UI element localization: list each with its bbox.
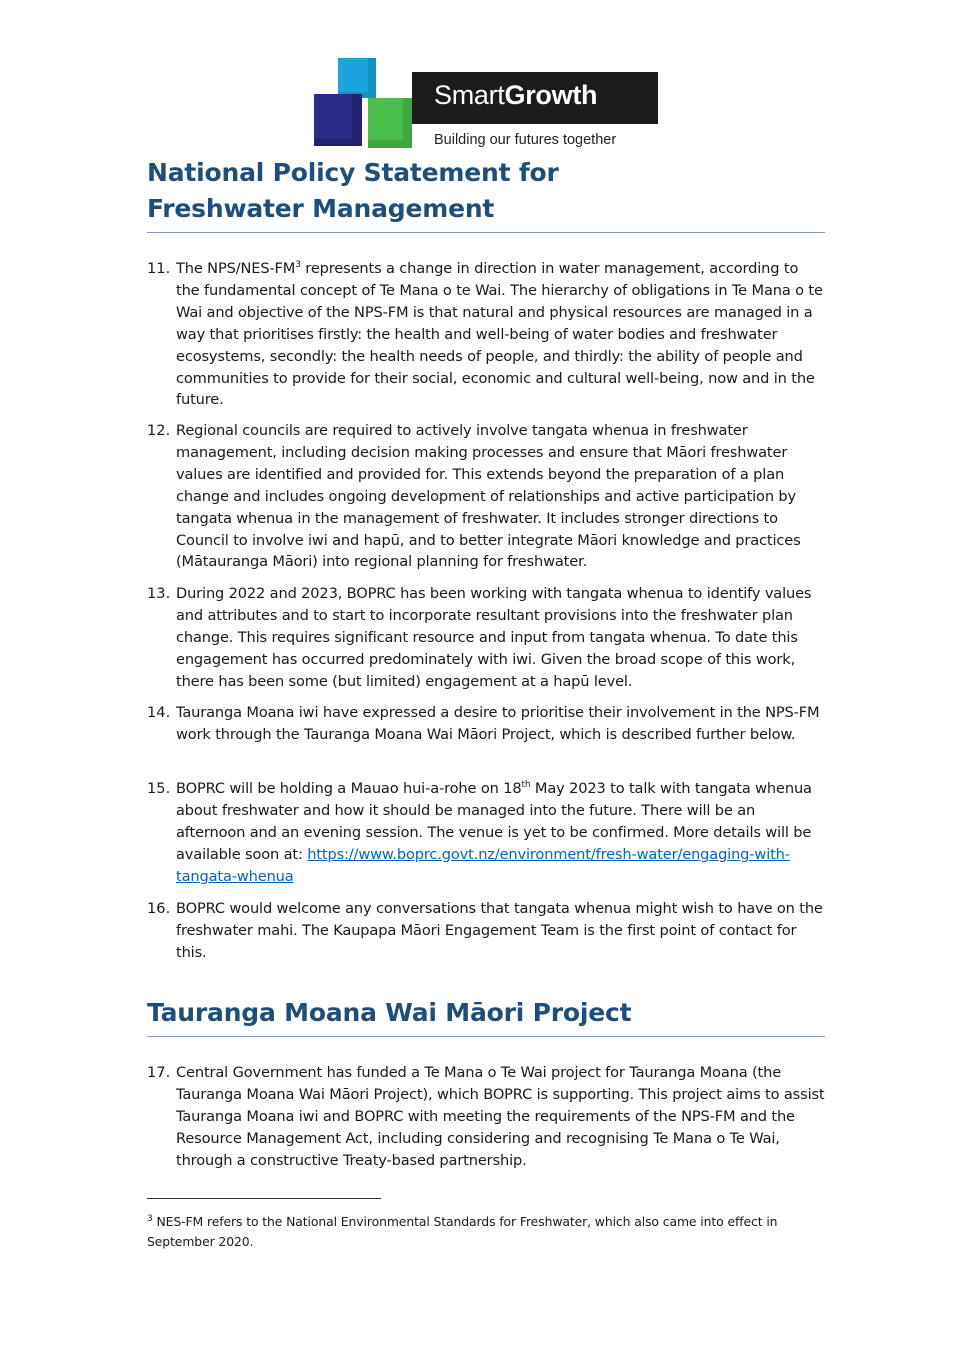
ordinal-suffix: th xyxy=(521,780,531,791)
logo-cube-green xyxy=(368,98,412,148)
item-number: 17. xyxy=(147,1064,171,1081)
item-number: 15. xyxy=(147,780,171,797)
footnote: $^3$ NES-FM refers to the National Environmental Standards for Freshwater, which also came into effect in September 2020. xyxy=(147,1213,778,1249)
item-number: 16. xyxy=(147,900,171,917)
paragraph-item-15: BOPRC will be holding a Mauao hui-a-rohe on 18th May 2023 to talk with tangata whenua about freshwater and how it should be managed into the future. There will be an afternoon and an evening session. The venue is yet to be confirmed. More details will be available soon at: https://www.boprc.govt.nz/environment/fresh-water/engaging-with-tangata-whenua xyxy=(176,780,812,885)
item-number: 13. xyxy=(147,585,171,602)
logo-cube-navy xyxy=(314,94,362,146)
item-number: 12. xyxy=(147,422,171,439)
item-number: 14. xyxy=(147,704,171,721)
logo-cube-blue-light xyxy=(338,58,376,98)
paragraph-item-11: The NPS/$NES-FM^3$ represents a change in direction in water management, according to the fundamental concept of Te Mana o te Wai. The hierarchy of obligations in Te Mana o te Wai and objective of the NPS-FM is that natural and physical resources are managed in a way that prioritises firstly: the health and well-being of water bodies and freshwater ecosystems, secondly: the health needs of people, and thirdly: the ability of people and communities to provide for their social, economic and cultural well-being, now and in the future. xyxy=(176,260,823,409)
paragraph-item-13: During 2022 and 2023, BOPRC has been working with tangata whenua to identify values and attributes and to start to incorporate resultant provisions into the freshwater plan change. This requires significant resource and input from tangata whenua. To date this engagement has occurred predominately with iwi. Given the broad scope of this work, there has been some (but limited) engagement at a hapū level. xyxy=(176,585,812,690)
item-number: 11. xyxy=(147,260,171,277)
section-title-nps-fm: National Policy Statement for Freshwater Management xyxy=(147,158,559,223)
logo-wordmark: SmartGrowth xyxy=(434,80,598,110)
footnote-separator xyxy=(147,1198,381,1199)
section-title-wai-maori-project: Tauranga Moana Wai Māori Project xyxy=(147,998,632,1027)
footnote-mark: 3 xyxy=(147,1213,153,1224)
section-divider xyxy=(147,232,825,233)
paragraph-item-17: Central Government has funded a Te Mana o Te Wai project for Tauranga Moana (the Tauranga Moana Wai Māori Project), which BOPRC is supporting. This project aims to assist Tauranga Moana iwi and BOPRC with meeting the requirements of the NPS-FM and the Resource Management Act, including considering and recognising Te Mana o Te Wai, through a constructive Treaty-based partnership. xyxy=(176,1064,825,1169)
boprc-engagement-link[interactable]: https://www.boprc.govt.nz/environment/fresh-water/engaging-with-tangata-whenua xyxy=(176,845,790,885)
footnote-ref: 3 xyxy=(295,260,301,271)
section-divider xyxy=(147,1036,825,1037)
paragraph-item-16: BOPRC would welcome any conversations that tangata whenua might wish to have on the freshwater mahi. The Kaupapa Māori Engagement Team is the first point of contact for this. xyxy=(176,900,823,961)
smartgrowth-logo xyxy=(314,58,658,152)
logo-tagline: Building our futures together xyxy=(434,132,617,148)
paragraph-item-12: Regional councils are required to actively involve tangata whenua in freshwater management, including decision making processes and ensure that Māori freshwater values are identified and provided for. This extends beyond the preparation of a plan change and includes ongoing development of relationships and active participation by tangata whenua in the management of freshwater. It includes stronger directions to Council to involve iwi and hapū, and to better integrate Māori knowledge and practices (Mātauranga Māori) into regional planning for freshwater. xyxy=(176,422,801,571)
paragraph-item-14: Tauranga Moana iwi have expressed a desire to prioritise their involvement in the NPS-FM work through the Tauranga Moana Wai Māori Project, which is described further below. xyxy=(176,704,820,743)
